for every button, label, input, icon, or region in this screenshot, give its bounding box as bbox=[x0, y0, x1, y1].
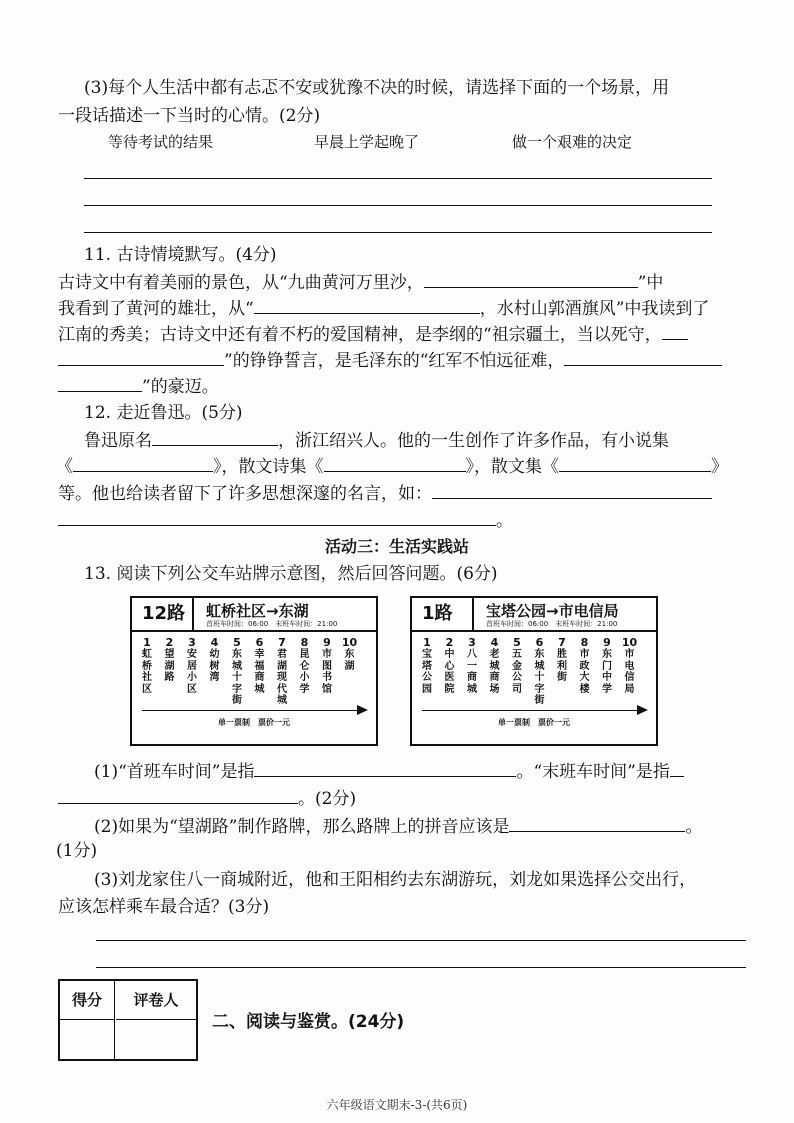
stop-name: 东城十字街 bbox=[534, 649, 545, 706]
stop-name: 市图书馆 bbox=[322, 649, 332, 695]
bus-stop bbox=[621, 636, 639, 695]
q11-line2: 我看到了黄河的雄壮，从“ ，水村山郭酒旗风”中我读到了 bbox=[58, 295, 709, 321]
bus-stop bbox=[531, 636, 549, 707]
stop-number: 8 bbox=[580, 636, 589, 649]
q12-line2: 《 》，散文诗集《 》，散文集《 》 bbox=[56, 453, 728, 479]
stop-number: 4 bbox=[210, 636, 219, 649]
blank-last-bus-a[interactable] bbox=[670, 758, 684, 777]
q13-sub3-line2: 应该怎样乘车最合适？(3分) bbox=[58, 897, 270, 917]
scene-option-2: 早晨上学起晚了 bbox=[314, 133, 420, 151]
blank-quote-1[interactable] bbox=[432, 480, 712, 499]
stop-name: 幸福商城 bbox=[254, 649, 265, 695]
stop-name: 幼树湾 bbox=[209, 649, 220, 683]
bus-sign-12 bbox=[130, 596, 378, 746]
q11-line1: 古诗文中有着美丽的景色，从“九曲黄河万里沙， ”中 bbox=[58, 269, 663, 295]
stop-name: 五金公司 bbox=[512, 649, 522, 695]
stop-name: 市政大楼 bbox=[579, 649, 590, 695]
bus-stop bbox=[183, 636, 201, 695]
stop-name: 安居小区 bbox=[187, 649, 197, 695]
blank-essay-collection[interactable] bbox=[559, 453, 711, 472]
stop-number: 9 bbox=[603, 636, 611, 649]
page-footer: 六年级语文期末-3-(共6页) bbox=[326, 1098, 468, 1112]
blank-novel-collection[interactable] bbox=[73, 453, 213, 472]
stop-number: 1 bbox=[143, 636, 151, 649]
fare-info: 单一票制 票价一元 bbox=[218, 718, 290, 727]
blank-poem-3a[interactable] bbox=[662, 321, 688, 340]
stop-name: 昆仑小学 bbox=[299, 649, 310, 695]
q13-sub2-line1: (2)如果为“望湖路”制作路牌，那么路牌上的拼音应该是 。 bbox=[94, 813, 702, 839]
bus-stop bbox=[598, 636, 616, 695]
stop-number: 6 bbox=[535, 636, 544, 649]
stop-number: 6 bbox=[255, 636, 264, 649]
stop-number: 10 bbox=[621, 636, 638, 649]
answer-line[interactable] bbox=[84, 232, 712, 233]
bus-stop bbox=[228, 636, 246, 707]
route-number: 12路 bbox=[132, 598, 194, 630]
score-table bbox=[58, 979, 198, 1061]
stop-number: 1 bbox=[423, 636, 431, 649]
q13-sub1-line1: (1)“首班车时间”是指 。“末班车时间”是指 bbox=[94, 758, 684, 784]
stop-name: 东湖 bbox=[344, 649, 355, 672]
stop-name: 东城十字街 bbox=[232, 649, 242, 706]
stop-name: 宝塔公园 bbox=[422, 649, 432, 695]
bus-stop bbox=[508, 636, 526, 695]
blank-original-name[interactable] bbox=[152, 427, 278, 446]
bus-stop bbox=[418, 636, 436, 695]
route-direction: 宝塔公园→市电信局 bbox=[486, 602, 619, 620]
stop-number: 9 bbox=[323, 636, 331, 649]
blank-poem-4a[interactable] bbox=[564, 347, 722, 366]
stop-name: 东门中学 bbox=[602, 649, 612, 695]
sign-header bbox=[132, 598, 376, 632]
stop-name: 中心医院 bbox=[444, 649, 455, 695]
q12-title: 12. 走近鲁迅。(5分) bbox=[84, 403, 243, 423]
bus-stop bbox=[576, 636, 594, 695]
stop-number: 5 bbox=[233, 636, 241, 649]
stop-number: 10 bbox=[341, 636, 358, 649]
q11-line3: 江南的秀美；古诗文中还有着不朽的爱国精神，是李纲的“祖宗疆土，当以死守， bbox=[58, 321, 688, 347]
q13-sub1-line2: 。(2分) bbox=[58, 785, 356, 811]
stop-number: 7 bbox=[558, 636, 566, 649]
bus-stop bbox=[341, 636, 359, 672]
blank-poem-1[interactable] bbox=[424, 269, 638, 288]
bus-stop bbox=[441, 636, 459, 695]
blank-pinyin[interactable] bbox=[509, 813, 685, 832]
blank-poem-3b[interactable] bbox=[58, 347, 224, 366]
scene-option-1: 等待考试的结果 bbox=[108, 133, 214, 151]
stop-number: 2 bbox=[165, 636, 174, 649]
stop-number: 7 bbox=[278, 636, 286, 649]
q10-3-line2: 一段话描述一下当时的心情。(2分) bbox=[58, 106, 321, 126]
stop-list bbox=[412, 636, 656, 704]
stop-name: 望湖路 bbox=[164, 649, 175, 683]
answer-line[interactable] bbox=[84, 178, 712, 179]
blank-quote-2[interactable] bbox=[58, 507, 496, 526]
score-header: 得分 bbox=[60, 981, 115, 1020]
bus-stop bbox=[251, 636, 269, 695]
blank-last-bus-b[interactable] bbox=[58, 785, 298, 804]
q12-line1: 鲁迅原名 ，浙江绍兴人。他的一生创作了许多作品，有小说集 bbox=[84, 427, 669, 453]
bus-stop bbox=[553, 636, 571, 684]
section2-title: 二、阅读与鉴赏。(24分) bbox=[212, 1012, 405, 1032]
stop-number: 2 bbox=[445, 636, 454, 649]
stop-number: 5 bbox=[513, 636, 521, 649]
grader-header: 评卷人 bbox=[116, 981, 196, 1020]
blank-prose-poem-collection[interactable] bbox=[324, 453, 466, 472]
stop-number: 8 bbox=[300, 636, 309, 649]
answer-line[interactable] bbox=[96, 967, 746, 968]
scene-option-3: 做一个艰难的决定 bbox=[512, 133, 633, 151]
stop-number: 4 bbox=[490, 636, 499, 649]
stop-name: 市电信局 bbox=[624, 649, 635, 695]
bus-stop bbox=[486, 636, 504, 695]
q13-sub2-line2: (1分) bbox=[56, 841, 98, 861]
bus-stop bbox=[296, 636, 314, 695]
q11-title: 11. 古诗情境默写。(4分) bbox=[84, 245, 277, 265]
bus-stop bbox=[273, 636, 291, 707]
q10-3-line1: (3)每个人生活中都有忐忑不安或犹豫不决的时候，请选择下面的一个场景，用 bbox=[84, 78, 670, 98]
stop-name: 虹桥社区 bbox=[142, 649, 152, 695]
stop-name: 胜利街 bbox=[557, 649, 567, 683]
bus-stop bbox=[161, 636, 179, 684]
blank-poem-4b[interactable] bbox=[58, 373, 142, 392]
blank-poem-2[interactable] bbox=[254, 295, 480, 314]
stop-number: 3 bbox=[468, 636, 476, 649]
bus-stop bbox=[206, 636, 224, 684]
route-number: 1路 bbox=[412, 598, 474, 630]
bus-stop bbox=[463, 636, 481, 695]
sign-header bbox=[412, 598, 656, 632]
bus-stop bbox=[318, 636, 336, 695]
blank-first-bus[interactable] bbox=[254, 758, 516, 777]
q11-line5: ”的豪迈。 bbox=[58, 373, 219, 399]
q13-sub3-line1: (3)刘龙家住八一商城附近，他和王阳相约去东湖游玩，刘龙如果选择公交出行， bbox=[94, 870, 697, 890]
direction-arrow bbox=[142, 710, 358, 711]
stop-number: 3 bbox=[188, 636, 196, 649]
q11-line4: ”的铮铮誓言，是毛泽东的“红军不怕远征难， bbox=[58, 347, 722, 373]
stop-name: 八一商城 bbox=[467, 649, 477, 695]
activity3-title: 活动三：生活实践站 bbox=[324, 537, 469, 556]
bus-stop bbox=[138, 636, 156, 695]
stop-name: 老城商场 bbox=[489, 649, 500, 695]
answer-line[interactable] bbox=[84, 205, 712, 206]
answer-line[interactable] bbox=[96, 940, 746, 941]
bus-sign-1 bbox=[410, 596, 658, 746]
fare-info: 单一票制 票价一元 bbox=[498, 718, 570, 727]
q12-line3: 等。他也给读者留下了许多思想深邃的名言，如： bbox=[58, 480, 712, 506]
direction-arrow bbox=[422, 710, 638, 711]
q13-title: 13. 阅读下列公交车站牌示意图，然后回答问题。(6分) bbox=[84, 564, 498, 584]
route-direction: 虹桥社区→东湖 bbox=[206, 602, 309, 620]
route-times: 首班车时间：06:00 末班车时间：21:00 bbox=[486, 620, 618, 628]
route-times: 首班车时间：06:00 末班车时间：21:00 bbox=[206, 620, 338, 628]
q12-line4: 。 bbox=[58, 507, 513, 533]
stop-list bbox=[132, 636, 376, 704]
stop-name: 君湖现代城 bbox=[277, 649, 287, 706]
